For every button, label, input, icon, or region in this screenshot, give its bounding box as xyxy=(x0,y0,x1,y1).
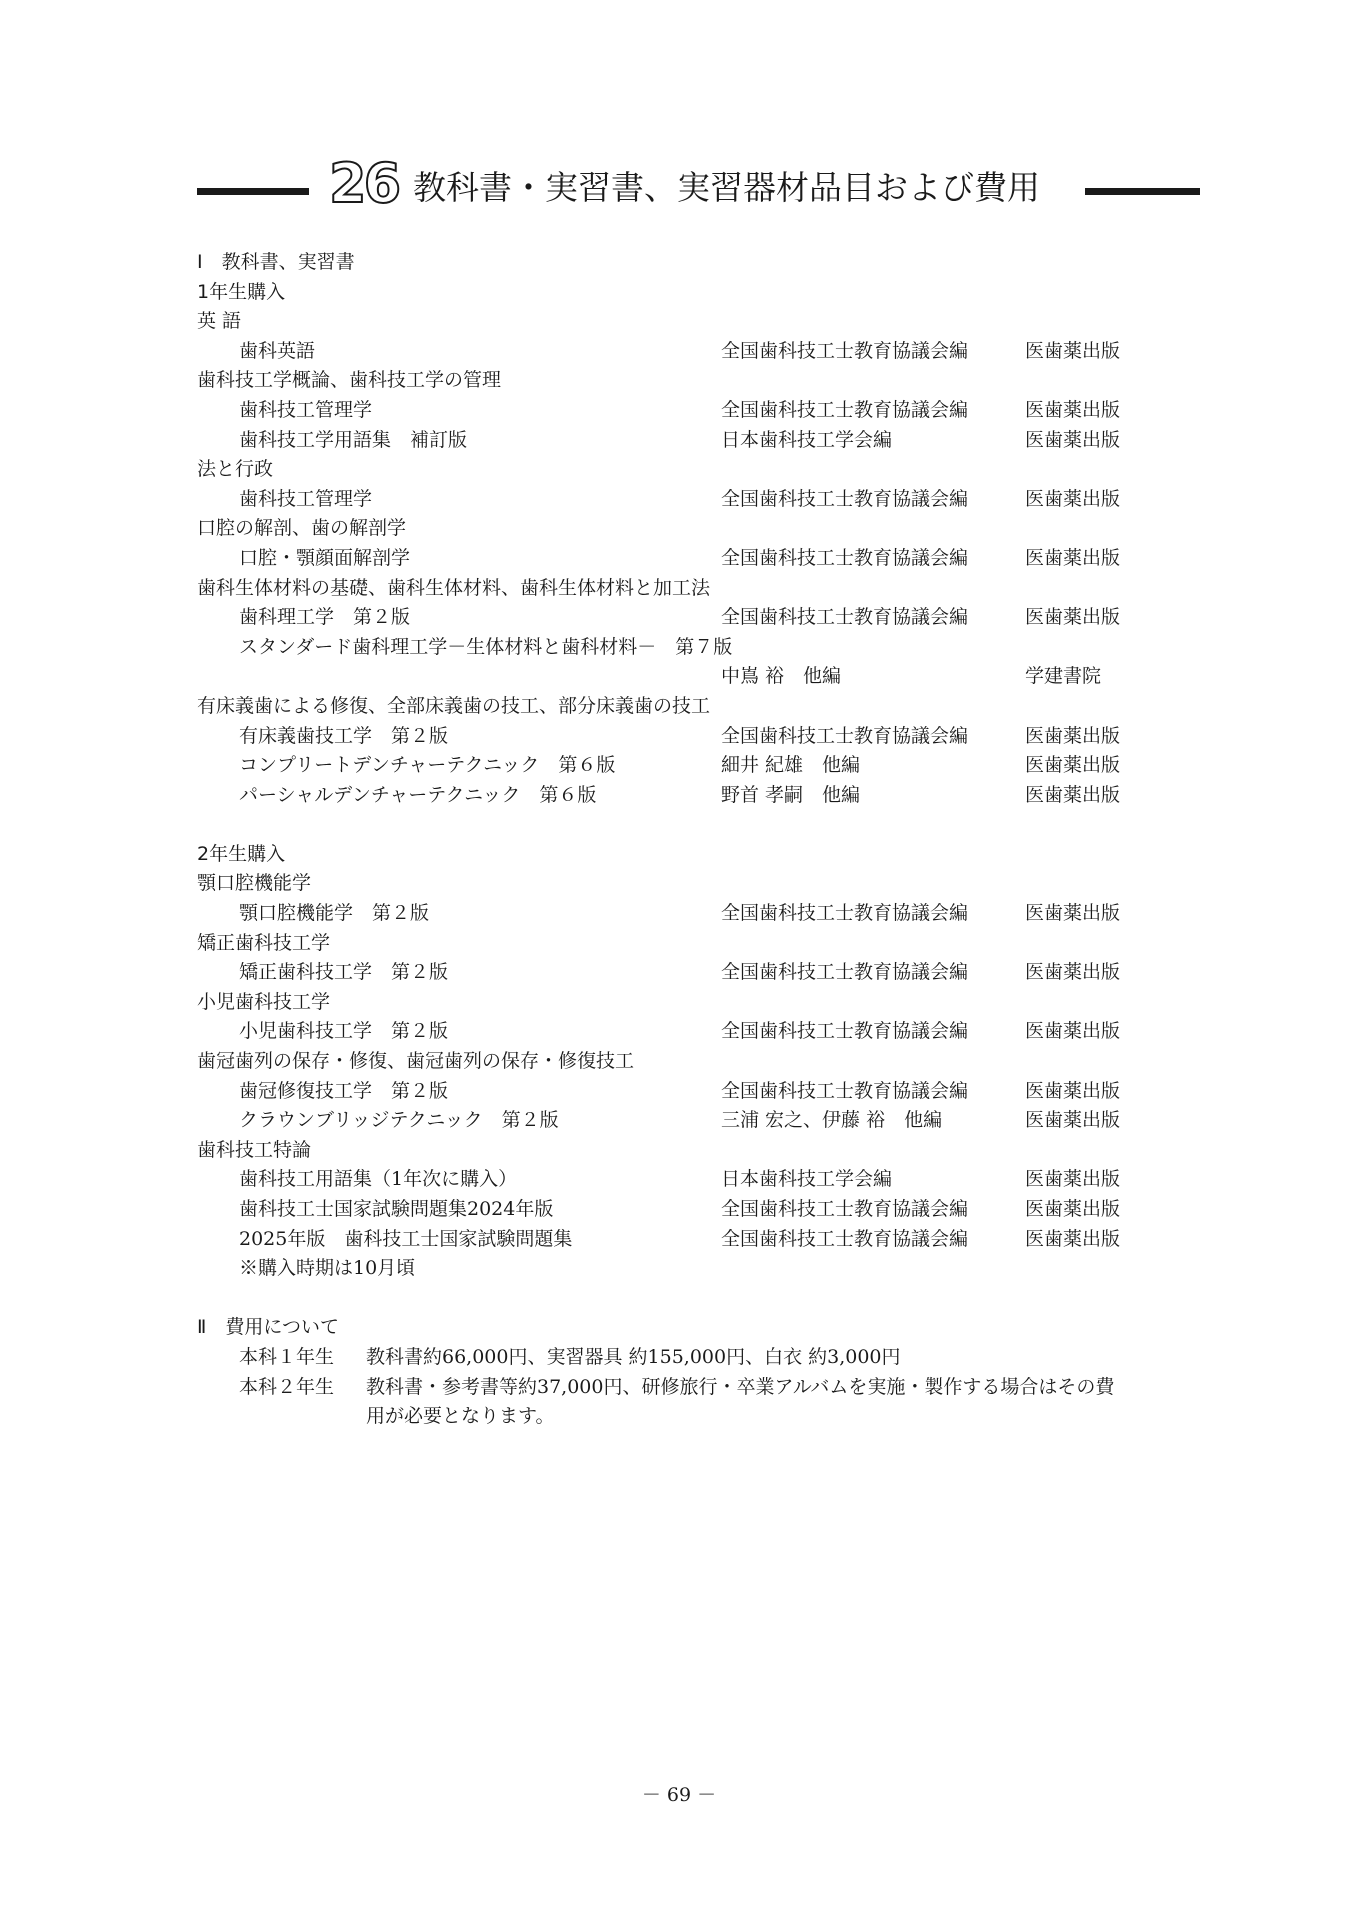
book-publisher: 医歯薬出版 xyxy=(1025,606,1121,629)
book-publisher: 医歯薬出版 xyxy=(1025,1227,1121,1250)
cost-label: 本科２年生 xyxy=(239,1375,335,1398)
book-publisher: 医歯薬出版 xyxy=(1025,546,1121,569)
subject-category: 歯科技工特論 xyxy=(197,1138,312,1161)
book-publisher: 医歯薬出版 xyxy=(1025,398,1121,421)
subject-category: 口腔の解剖、歯の解剖学 xyxy=(197,517,407,540)
book-publisher: 医歯薬出版 xyxy=(1025,487,1121,510)
book-row xyxy=(197,722,1207,752)
book-publisher: 学建書院 xyxy=(1025,665,1102,688)
book-row xyxy=(197,899,1207,929)
book-title: コンプリートデンチャーテクニック 第６版 xyxy=(239,754,616,777)
book-author: 全国歯科技工士教育協議会編 xyxy=(721,546,969,569)
book-publisher: 医歯薬出版 xyxy=(1025,1079,1121,1102)
book-author: 全国歯科技工士教育協議会編 xyxy=(721,339,969,362)
section-number: 26 xyxy=(329,152,399,215)
subject-category: 矯正歯科技工学 xyxy=(197,931,331,954)
book-author: 中嶌 裕 他編 xyxy=(721,665,842,688)
book-row xyxy=(197,1225,1207,1255)
book-author: 日本歯科技工学会編 xyxy=(721,428,893,451)
book-title: 歯科技工学用語集 補訂版 xyxy=(239,428,468,451)
book-title: パーシャルデンチャーテクニック 第６版 xyxy=(239,783,597,806)
cost-row xyxy=(197,1373,1207,1403)
book-title: 口腔・顎顔面解剖学 xyxy=(239,546,411,569)
book-author: 細井 紀雄 他編 xyxy=(721,754,861,777)
section2-heading: Ⅱ 費用について xyxy=(197,1316,339,1339)
year1-label: 1年生購入 xyxy=(197,280,286,303)
book-title: 歯科理工学 第２版 xyxy=(239,606,411,629)
subject-category: 小児歯科技工学 xyxy=(197,990,331,1013)
spacer xyxy=(197,1284,1207,1314)
subject-category: 英 語 xyxy=(197,310,242,333)
cost-text: 教科書約66,000円、実習器具 約155,000円、白衣 約3,000円 xyxy=(366,1345,901,1368)
book-row xyxy=(197,751,1207,781)
book-author: 全国歯科技工士教育協議会編 xyxy=(721,961,969,984)
cost-text: 用が必要となります。 xyxy=(366,1405,555,1428)
book-row xyxy=(197,1165,1207,1195)
subject-category: 有床義歯による修復、全部床義歯の技工、部分床義歯の技工 xyxy=(197,694,711,717)
book-author: 全国歯科技工士教育協議会編 xyxy=(721,902,969,925)
book-title: 歯科技工士国家試験問題集2024年版 xyxy=(239,1198,554,1220)
book-author: 全国歯科技工士教育協議会編 xyxy=(721,724,969,747)
content xyxy=(197,248,1207,1432)
book-title: 歯科英語 xyxy=(239,339,316,362)
book-title: 歯科技工管理学 xyxy=(239,487,373,510)
book-publisher: 医歯薬出版 xyxy=(1025,1109,1121,1132)
subject-category: 顎口腔機能学 xyxy=(197,872,312,895)
book-author: 全国歯科技工士教育協議会編 xyxy=(721,398,969,421)
book-title: 歯科技工管理学 xyxy=(239,398,373,421)
section-title: 教科書・実習書、実習器材品目および費用 xyxy=(413,168,1040,207)
book-row xyxy=(197,1017,1207,1047)
subject-category: 歯科生体材料の基礎、歯科生体材料、歯科生体材料と加工法 xyxy=(197,576,711,599)
book-title: クラウンブリッジテクニック 第２版 xyxy=(239,1109,559,1132)
cost-label: 本科１年生 xyxy=(239,1345,335,1368)
cost-row xyxy=(197,1343,1207,1373)
book-publisher: 医歯薬出版 xyxy=(1025,961,1121,984)
book-publisher: 医歯薬出版 xyxy=(1025,754,1121,777)
book-publisher: 医歯薬出版 xyxy=(1025,428,1121,451)
purchase-note: ※購入時期は10月頃 xyxy=(239,1257,416,1280)
page-number: － 69 － xyxy=(641,1784,717,1806)
book-row xyxy=(197,633,1207,663)
book-title: 有床義歯技工学 第２版 xyxy=(239,724,449,747)
header-rule-left xyxy=(197,188,309,195)
subject-category: 歯科技工学概論、歯科技工学の管理 xyxy=(197,369,502,392)
book-row xyxy=(197,958,1207,988)
cost-row xyxy=(197,1402,1207,1432)
book-author: 全国歯科技工士教育協議会編 xyxy=(721,1227,969,1250)
book-author: 全国歯科技工士教育協議会編 xyxy=(721,1198,969,1220)
book-author: 全国歯科技工士教育協議会編 xyxy=(721,487,969,510)
book-title: 矯正歯科技工学 第２版 xyxy=(239,961,449,984)
spacer xyxy=(197,810,1207,840)
book-author: 全国歯科技工士教育協議会編 xyxy=(721,1020,969,1043)
book-publisher: 医歯薬出版 xyxy=(1025,1020,1121,1043)
section-header xyxy=(197,152,1200,220)
cost-text: 教科書・参考書等約37,000円、研修旅行・卒業アルバムを実施・製作する場合はその費 xyxy=(366,1375,1115,1398)
year2-label: 2年生購入 xyxy=(197,842,286,865)
book-title: 歯冠修復技工学 第２版 xyxy=(239,1079,449,1102)
book-title: 歯科技工用語集（1年次に購入） xyxy=(239,1168,518,1191)
book-publisher: 医歯薬出版 xyxy=(1025,1168,1121,1191)
book-author: 全国歯科技工士教育協議会編 xyxy=(721,1079,969,1102)
book-author: 野首 孝嗣 他編 xyxy=(721,783,861,806)
book-title: 顎口腔機能学 第２版 xyxy=(239,902,430,925)
book-row xyxy=(197,396,1207,426)
book-publisher: 医歯薬出版 xyxy=(1025,1198,1121,1220)
book-author: 日本歯科技工学会編 xyxy=(721,1168,893,1191)
book-author: 三浦 宏之、伊藤 裕 他編 xyxy=(721,1109,943,1132)
book-row xyxy=(197,1077,1207,1107)
subject-category: 歯冠歯列の保存・修復、歯冠歯列の保存・修復技工 xyxy=(197,1050,635,1073)
book-row xyxy=(197,662,1207,692)
book-publisher: 医歯薬出版 xyxy=(1025,724,1121,747)
header-rule-right xyxy=(1085,188,1200,195)
book-author: 全国歯科技工士教育協議会編 xyxy=(721,606,969,629)
book-row xyxy=(197,544,1207,574)
subject-category: 法と行政 xyxy=(197,458,274,481)
book-row xyxy=(197,337,1207,367)
book-row xyxy=(197,781,1207,811)
book-row xyxy=(197,1195,1207,1225)
book-row xyxy=(197,1106,1207,1136)
book-title: 2025年版 歯科技工士国家試験問題集 xyxy=(239,1227,573,1250)
book-publisher: 医歯薬出版 xyxy=(1025,339,1121,362)
book-title: スタンダード歯科理工学－生体材料と歯科材料－ 第７版 xyxy=(239,635,733,658)
book-row xyxy=(197,485,1207,515)
book-row xyxy=(197,603,1207,633)
book-row xyxy=(197,426,1207,456)
book-title: 小児歯科技工学 第２版 xyxy=(239,1020,449,1043)
section1-heading: Ⅰ 教科書、実習書 xyxy=(197,251,355,273)
book-publisher: 医歯薬出版 xyxy=(1025,902,1121,925)
book-publisher: 医歯薬出版 xyxy=(1025,783,1121,806)
